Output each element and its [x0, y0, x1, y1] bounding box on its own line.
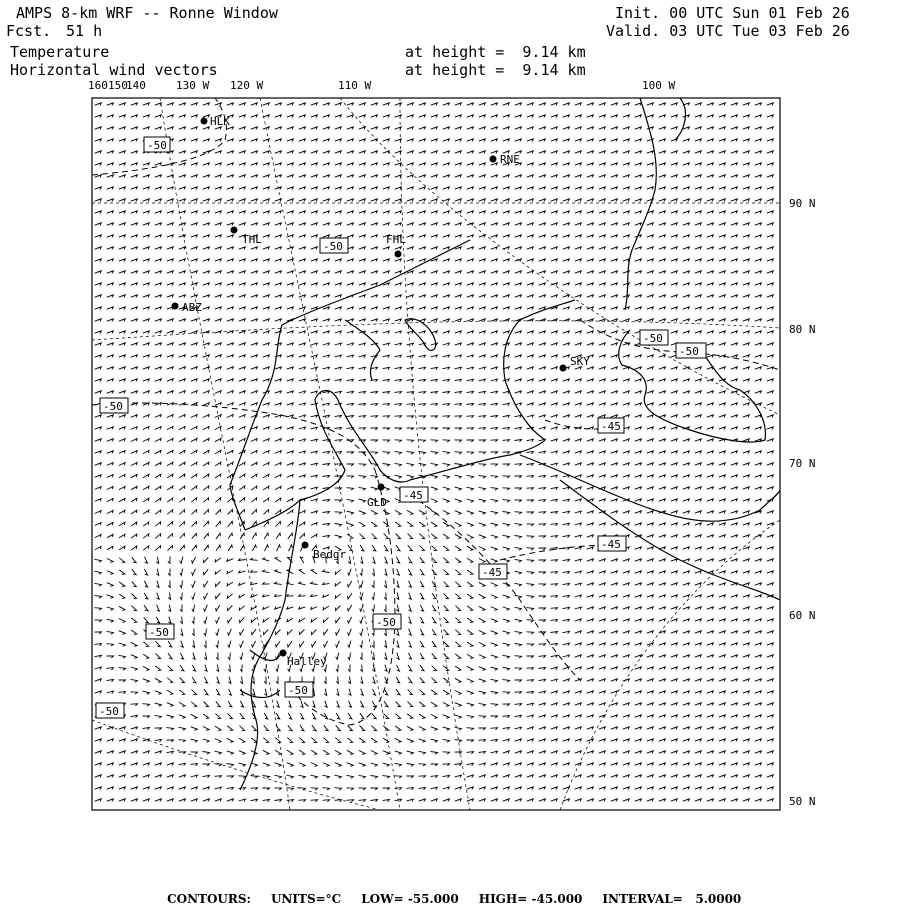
wind-vectors [95, 103, 774, 802]
svg-text:-50: -50 [679, 345, 699, 358]
field-temperature-label: Temperature [10, 43, 110, 61]
station-thl [231, 227, 263, 247]
svg-text:Bedgr: Bedgr [313, 548, 347, 561]
svg-text:-50: -50 [288, 684, 308, 697]
forecast-hours: 51 h [66, 22, 103, 40]
footer-interval: INTERVAL= 5.0000 [602, 892, 742, 906]
field-wind-label: Horizontal wind vectors [10, 61, 218, 79]
lat-label-70n: 70 N [789, 457, 816, 470]
footer-high: HIGH= -45.000 [478, 892, 583, 906]
station-fhl [386, 233, 406, 258]
lon-label-140: 140 [126, 79, 146, 92]
contour-info-footer [0, 878, 900, 906]
contour-label [640, 330, 668, 345]
lon-label-100w: 100 W [642, 79, 676, 92]
contour-label [479, 564, 507, 579]
wind-vector-field [95, 103, 774, 802]
height-label-1: at height = 9.14 km [405, 43, 586, 61]
contour-label [400, 487, 428, 502]
station-gld [367, 484, 387, 510]
svg-text:GLD: GLD [367, 496, 387, 509]
lon-label-130w: 130 W [176, 79, 210, 92]
svg-text:-45: -45 [601, 538, 621, 551]
forecast-label: Fcst. [6, 22, 52, 40]
station-hlk [201, 115, 231, 128]
svg-text:-45: -45 [403, 489, 423, 502]
svg-text:-45: -45 [601, 420, 621, 433]
svg-text:-50: -50 [323, 240, 343, 253]
svg-text:-50: -50 [147, 139, 167, 152]
svg-text:SKY: SKY [570, 355, 590, 368]
svg-text:-50: -50 [376, 616, 396, 629]
contour-label [598, 418, 624, 433]
svg-text:THL: THL [242, 233, 262, 246]
svg-text:ABZ: ABZ [182, 301, 202, 314]
lon-label-110w: 110 W [338, 79, 372, 92]
station-abz [172, 301, 203, 314]
footer-units: UNITS=°C [270, 892, 342, 906]
contour-label [285, 682, 313, 697]
valid-time: Valid. 03 UTC Tue 03 Feb 26 [606, 22, 850, 40]
lon-label-120w: 120 W [230, 79, 264, 92]
lon-label-160: 160 [88, 79, 108, 92]
contour-label [146, 624, 174, 639]
height-label-2: at height = 9.14 km [405, 61, 586, 79]
svg-text:HLK: HLK [210, 115, 230, 128]
svg-text:FHL: FHL [386, 233, 406, 246]
svg-text:-45: -45 [482, 566, 502, 579]
lat-label-60n: 60 N [789, 609, 816, 622]
svg-text:-50: -50 [643, 332, 663, 345]
lat-label-90n: 90 N [789, 197, 816, 210]
station-bedgr [302, 542, 347, 562]
svg-text:Halley: Halley [287, 655, 327, 668]
footer-low: LOW= -55.000 [361, 892, 459, 906]
contour-label [598, 536, 626, 551]
map-title: AMPS 8-km WRF -- Ronne Window [16, 4, 278, 22]
lat-label-80n: 80 N [789, 323, 816, 336]
contour-label [96, 703, 124, 718]
svg-text:-50: -50 [103, 400, 123, 413]
station-halley [280, 650, 328, 669]
contour-label [144, 137, 170, 152]
contour-label [320, 238, 348, 253]
svg-text:-50: -50 [149, 626, 169, 639]
lat-label-50n: 50 N [789, 795, 816, 808]
svg-text:RNE: RNE [500, 153, 520, 166]
init-time: Init. 00 UTC Sun 01 Feb 26 [615, 4, 850, 22]
lon-label-150: 150 [108, 79, 128, 92]
svg-text:-50: -50 [99, 705, 119, 718]
footer-contours: CONTOURS: [167, 892, 251, 906]
contour-label [373, 614, 401, 629]
contour-label [100, 398, 128, 413]
contour-label [676, 343, 706, 358]
